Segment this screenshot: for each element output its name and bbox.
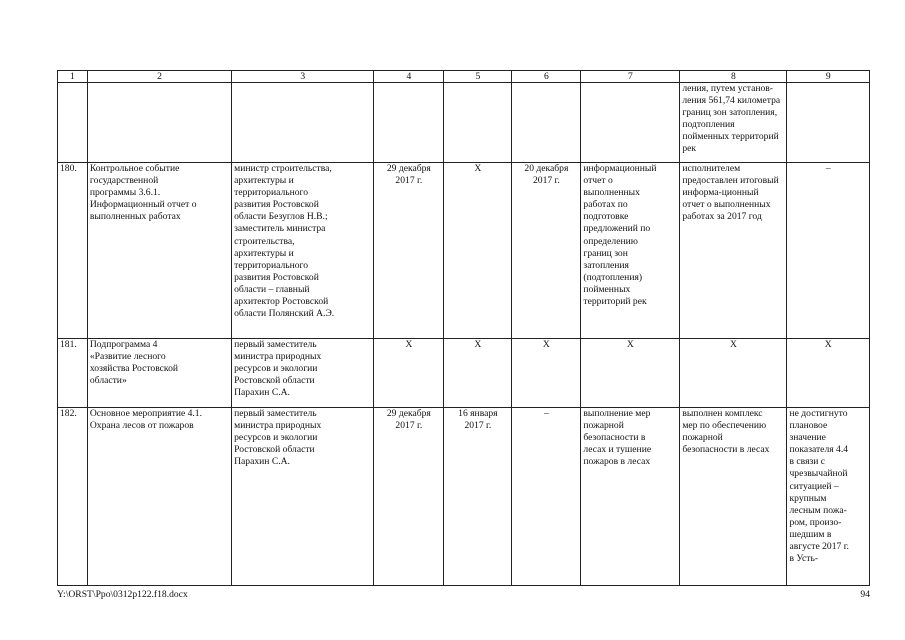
column-number: 4: [374, 71, 444, 83]
column-number: 5: [444, 71, 512, 83]
table-row-continuation: [58, 83, 870, 163]
column-number: 8: [680, 71, 787, 83]
plan-date: [374, 83, 444, 163]
fact-end-date: [512, 83, 581, 163]
actual-result: исполнителем предоставлен итоговый информа-ционный отчет о выполненных работах за 2017 год: [680, 163, 787, 339]
deviation-reasons: –: [787, 163, 870, 339]
page-number: 94: [860, 589, 870, 600]
planned-result: выполнение мер пожарной безопасности в лесах и тушение пожаров в лесах: [581, 408, 680, 586]
event-name: [87, 83, 231, 163]
event-name: Подпрограмма 4 «Развитие лесного хозяйства Ростовской области»: [87, 339, 231, 408]
responsible-person: [232, 83, 374, 163]
table-row-182: [58, 408, 870, 586]
plan-date: 29 декабря 2017 г.: [374, 408, 444, 586]
fact-start-date: 16 января 2017 г.: [444, 408, 512, 586]
row-number: 182.: [58, 408, 88, 586]
column-number: 7: [581, 71, 680, 83]
row-number: [58, 83, 88, 163]
planned-result: Х: [581, 339, 680, 408]
deviation-reasons: [787, 83, 870, 163]
column-number: 9: [787, 71, 870, 83]
fact-end-date: –: [512, 408, 581, 586]
deviation-reasons: Х: [787, 339, 870, 408]
actual-result: ления, путем установ- ления 561,74 километра границ зон затопления, подтопления пойменных территорий рек: [680, 83, 787, 163]
responsible-person: первый заместитель министра природных ресурсов и экологии Ростовской области Парахин С.А.: [232, 339, 374, 408]
table-row-180: [58, 163, 870, 339]
row-number: 181.: [58, 339, 88, 408]
column-number: 2: [87, 71, 231, 83]
column-number: 6: [512, 71, 581, 83]
table-row-181: [58, 339, 870, 408]
fact-start-date: Х: [444, 163, 512, 339]
column-number: 3: [232, 71, 374, 83]
fact-start-date: Х: [444, 339, 512, 408]
planned-result: [581, 83, 680, 163]
event-name: Основное мероприятие 4.1. Охрана лесов от пожаров: [87, 408, 231, 586]
fact-end-date: 20 декабря 2017 г.: [512, 163, 581, 339]
report-table: [57, 70, 870, 586]
deviation-reasons: не достигнуто плановое значение показателя 4.4 в связи с чрезвычайной ситуацией – крупным лесным пожа- ром, произо- шедшим в августе 2017 г. в Усть-: [787, 408, 870, 586]
planned-result: информационный отчет о выполненных работах по подготовке предложений по определению границ зон затопления (подтопления) пойменных территорий рек: [581, 163, 680, 339]
responsible-person: первый заместитель министра природных ресурсов и экологии Ростовской области Парахин С.А.: [232, 408, 374, 586]
actual-result: Х: [680, 339, 787, 408]
fact-start-date: [444, 83, 512, 163]
plan-date: 29 декабря 2017 г.: [374, 163, 444, 339]
column-number: 1: [58, 71, 88, 83]
column-number-row: [58, 71, 870, 83]
fact-end-date: Х: [512, 339, 581, 408]
plan-date: Х: [374, 339, 444, 408]
footer-file-path: Y:\ORST\Ppo\0312p122.f18.docx: [57, 589, 188, 600]
event-name: Контрольное событие государственной программы 3.6.1. Информационный отчет о выполненных работах: [87, 163, 231, 339]
responsible-person: министр строительства, архитектуры и территориального развития Ростовской области Безуглов Н.В.; заместитель министра строительства, архитектуры и территориального развития Ростовской области – главный архитектор Ростовской области Полянский А.Э.: [232, 163, 374, 339]
actual-result: выполнен комплекс мер по обеспечению пожарной безопасности в лесах: [680, 408, 787, 586]
row-number: 180.: [58, 163, 88, 339]
